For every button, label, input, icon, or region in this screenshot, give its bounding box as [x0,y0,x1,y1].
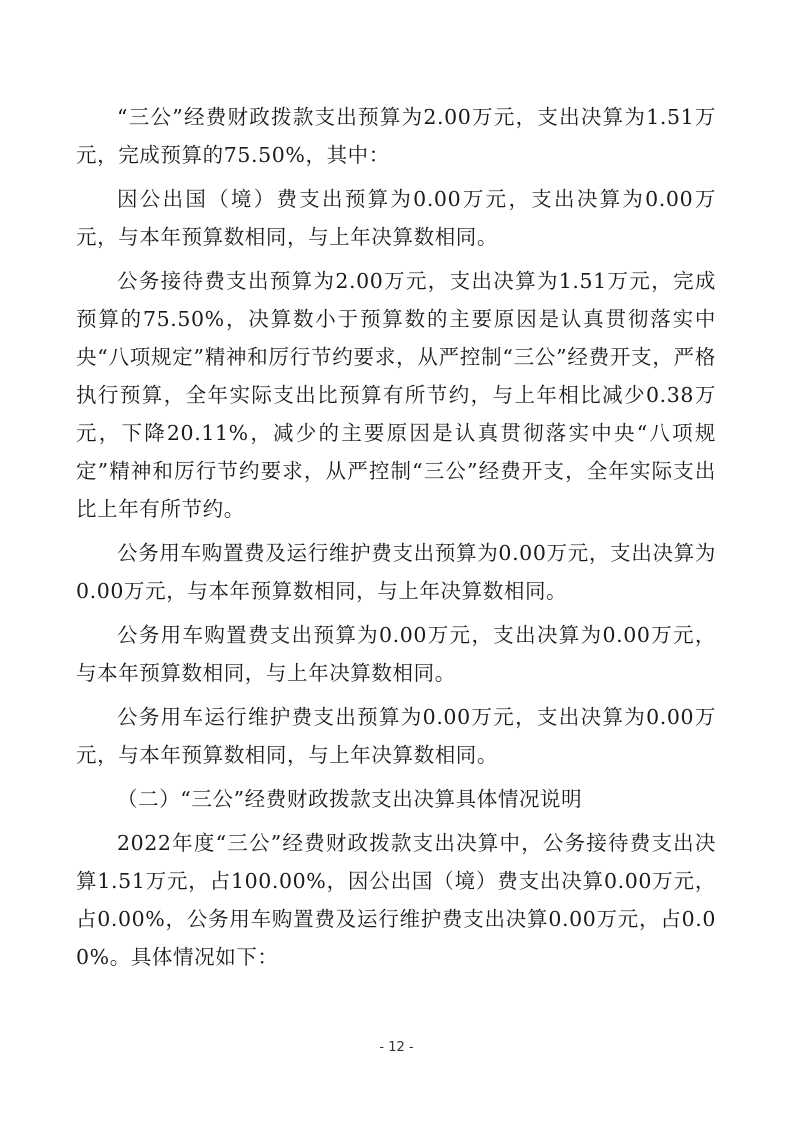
paragraph-vehicle-purchase: 公务用车购置费支出预算为0.00万元，支出决算为0.00万元，与本年预算数相同，与上年决算数相同。 [76,623,716,685]
page-number: - 12 - [379,1040,414,1055]
section-heading-two: （二）“三公”经费财政拨款支出决算具体情况说明 [117,787,583,811]
paragraph-vehicle-maintenance: 公务用车运行维护费支出预算为0.00万元，支出决算为0.00万元，与本年预算数相同，与上年决算数相同。 [76,705,716,767]
paragraph-vehicle-purchase-and-maintenance: 公务用车购置费及运行维护费支出预算为0.00万元，支出决算为0.00万元，与本年预算数相同，与上年决算数相同。 [76,541,716,603]
paragraph-overseas-travel: 因公出国（境）费支出预算为0.00万元，支出决算为0.00万元，与本年预算数相同，与上年决算数相同。 [76,187,716,249]
paragraph-official-reception: 公务接待费支出预算为2.00万元，支出决算为1.51万元，完成预算的75.50%，决算数小于预算数的主要原因是认真贯彻落实中央“八项规定”精神和厉行节约要求，从严控制“三公”经费开支，严格执行预算，全年实际支出比预算有所节约，与上年相比减少0.38万元，下降20.11%，减少的主要原因是认真贯彻落实中央“八项规定”精神和厉行节约要求，从严控制“三公”经费开支，全年实际支出比上年有所节约。 [76,269,716,521]
document-body [76,98,716,982]
paragraph-three-public-summary: “三公”经费财政拨款支出预算为2.00万元，支出决算为1.51万元，完成预算的75.50%，其中： [76,105,716,167]
paragraph-2022-breakdown: 2022年度“三公”经费财政拨款支出决算中，公务接待费支出决算1.51万元，占100.00%，因公出国（境）费支出决算0.00万元，占0.00%，公务用车购置费及运行维护费支出决算0.00万元，占0.00%。具体情况如下： [76,831,716,969]
